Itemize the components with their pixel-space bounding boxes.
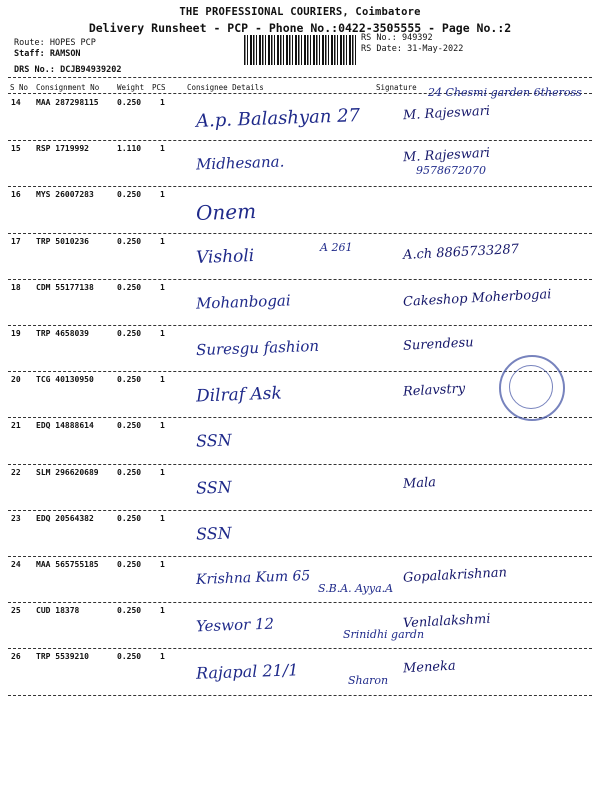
row-divider: [8, 233, 592, 234]
row-pcs: 1: [160, 467, 165, 477]
row-consignment-no: MAA 287298115: [36, 98, 99, 107]
row-consignee-handwriting: Suresgu fashion: [195, 336, 320, 360]
row-extra-note: 9578672070: [416, 164, 486, 178]
row-consignment-no: SLM 296620689: [36, 467, 99, 477]
row-sno: 16: [11, 190, 21, 200]
row-consignee-handwriting: Rajapal 21/1: [195, 660, 299, 684]
col-weight: Weight: [117, 83, 145, 92]
rs-no-label: RS No.:: [361, 33, 397, 43]
row-divider: [8, 279, 592, 280]
row-signature: A.ch 8865733287: [402, 241, 520, 263]
row-pcs: 1: [160, 282, 165, 292]
row-signature: M. Rajeswari: [402, 145, 491, 166]
row-divider: [8, 464, 592, 465]
row-pcs: 1: [160, 421, 165, 431]
row-sno: 15: [11, 144, 21, 154]
company-title: THE PROFESSIONAL COURIERS, Coimbatore: [179, 6, 421, 18]
row-sno: 24: [11, 560, 21, 569]
row-extra-note: S.B.A. Ayya.A: [318, 582, 394, 595]
row-pcs: 1: [160, 98, 165, 107]
row-weight: 0.250: [117, 329, 142, 338]
row-consignment-no: TRP 5010236: [36, 236, 89, 246]
row-divider: [8, 417, 592, 418]
row-consignment-no: TRP 5539210: [36, 652, 89, 662]
row-weight: 0.250: [117, 375, 142, 385]
row-consignee-handwriting: SSN: [195, 430, 232, 452]
row-signature: Venlalakshmi: [402, 611, 491, 632]
drs-value: DCJB94939202: [60, 65, 122, 75]
row-signature: Mala: [402, 474, 437, 492]
row-pcs: 1: [160, 652, 165, 662]
rs-block: [361, 33, 463, 55]
col-signature: Signature: [376, 83, 417, 92]
row-signature: Cakeshop Moherbogai: [402, 286, 552, 310]
row-weight: 0.250: [117, 282, 142, 292]
row-divider: [8, 602, 592, 603]
row-weight: 0.250: [117, 606, 142, 616]
row-consignee-handwriting: Yeswor 12: [195, 614, 275, 636]
table-row: [8, 142, 592, 188]
row-sno: 20: [11, 375, 21, 385]
row-sno: 18: [11, 282, 21, 292]
row-sno: 26: [11, 652, 21, 662]
row-weight: 0.250: [117, 467, 142, 477]
runsheet-subtitle: Delivery Runsheet - PCP - Phone No.:0422-3505555 - Page No.:2: [88, 21, 512, 35]
staff-value: RAMSON: [49, 49, 81, 59]
row-divider: [8, 325, 592, 326]
table-row: [8, 604, 592, 650]
row-weight: 0.250: [117, 236, 142, 246]
row-signature: Surendesu: [402, 335, 474, 354]
row-weight: 0.250: [117, 652, 142, 662]
row-divider: [8, 186, 592, 187]
row-consignee-handwriting: Dilraf Ask: [195, 383, 283, 407]
row-consignment-no: TCG 40130950: [36, 375, 94, 385]
row-consignee-handwriting: A.p. Balashyan 27: [195, 105, 361, 132]
row-pcs: 1: [160, 190, 165, 200]
table-row: [8, 419, 592, 465]
col-sno: S No: [10, 83, 29, 92]
row-pcs: 1: [160, 329, 165, 338]
route-value: HOPES PCP: [49, 38, 96, 48]
row-consignee-handwriting: Mohanbogai: [195, 291, 291, 313]
rs-date-value: 31-May-2022: [407, 44, 464, 54]
row-divider: [8, 695, 592, 696]
company-stamp: [499, 355, 565, 421]
row-sno: 17: [11, 236, 21, 246]
row-consignee-handwriting: Midhesana.: [195, 152, 285, 174]
barcode-image: [244, 35, 356, 65]
row-pcs: 1: [160, 606, 165, 616]
row-sno: 19: [11, 329, 21, 338]
row-extra-note: A 261: [320, 240, 353, 254]
route-label: Route:: [14, 38, 45, 48]
row-extra-note: Sharon: [348, 674, 389, 688]
row-consignment-no: TRP 4658039: [36, 329, 89, 338]
table-row: [8, 235, 592, 281]
row-weight: 0.250: [117, 421, 142, 431]
col-consignment: Consignment No: [36, 83, 100, 92]
table-row: [8, 558, 592, 604]
row-divider: [8, 510, 592, 511]
row-consignment-no: MAA 565755185: [36, 560, 99, 569]
row-sno: 23: [11, 513, 21, 523]
row-consignment-no: EDQ 20564382: [36, 513, 94, 523]
row-consignment-no: RSP 1719992: [36, 144, 89, 154]
row-consignee-handwriting: Krishna Kum 65: [195, 568, 311, 588]
row-divider: [8, 140, 592, 141]
col-pcs: PCS: [152, 83, 166, 92]
row-divider: [8, 556, 592, 557]
row-consignee-handwriting: Onem: [195, 199, 257, 226]
row-divider: [8, 648, 592, 649]
row-signature: Gopalakrishnan: [402, 565, 508, 586]
rs-date-label: RS Date:: [361, 44, 402, 54]
row-pcs: 1: [160, 236, 165, 246]
row-pcs: 1: [160, 513, 165, 523]
row-sno: 22: [11, 467, 21, 477]
row-sno: 14: [11, 98, 21, 107]
table-row: [8, 327, 592, 373]
row-consignment-no: CUD 18378: [36, 606, 80, 616]
table-row: [8, 188, 592, 234]
row-sno: 21: [11, 421, 21, 431]
table-row: [8, 512, 592, 558]
table-row: [8, 281, 592, 327]
header-rule-top: [8, 77, 592, 78]
staff-label: Staff:: [14, 49, 45, 59]
row-weight: 1.110: [117, 144, 142, 154]
row-signature: Meneka: [402, 659, 457, 677]
row-consignee-handwriting: SSN: [195, 523, 232, 544]
row-weight: 0.250: [117, 560, 142, 569]
row-consignment-no: CDM 55177138: [36, 282, 94, 292]
row-extra-note: Srinidhi gardn: [343, 628, 425, 642]
row-consignee-handwriting: Visholi: [195, 245, 255, 268]
row-pcs: 1: [160, 375, 165, 385]
row-pcs: 1: [160, 144, 165, 154]
row-weight: 0.250: [117, 190, 142, 200]
row-signature: Relavstry: [402, 381, 466, 400]
col-consignee: Consignee Details: [187, 83, 264, 92]
row-pcs: 1: [160, 560, 165, 569]
row-extra-note: 24 Chesmi garden 6theross: [428, 86, 582, 99]
drs-label: DRS No.:: [14, 65, 55, 75]
row-weight: 0.250: [117, 513, 142, 523]
table-row: [8, 650, 592, 696]
rs-no-value: 949392: [401, 33, 433, 43]
row-sno: 25: [11, 606, 21, 616]
row-consignee-handwriting: SSN: [195, 476, 232, 498]
row-signature: M. Rajeswari: [402, 103, 491, 124]
row-consignment-no: MYS 26007283: [36, 190, 94, 200]
row-consignment-no: EDQ 14888614: [36, 421, 94, 431]
row-weight: 0.250: [117, 98, 142, 107]
table-row: [8, 466, 592, 512]
route-staff-block: [14, 38, 122, 76]
